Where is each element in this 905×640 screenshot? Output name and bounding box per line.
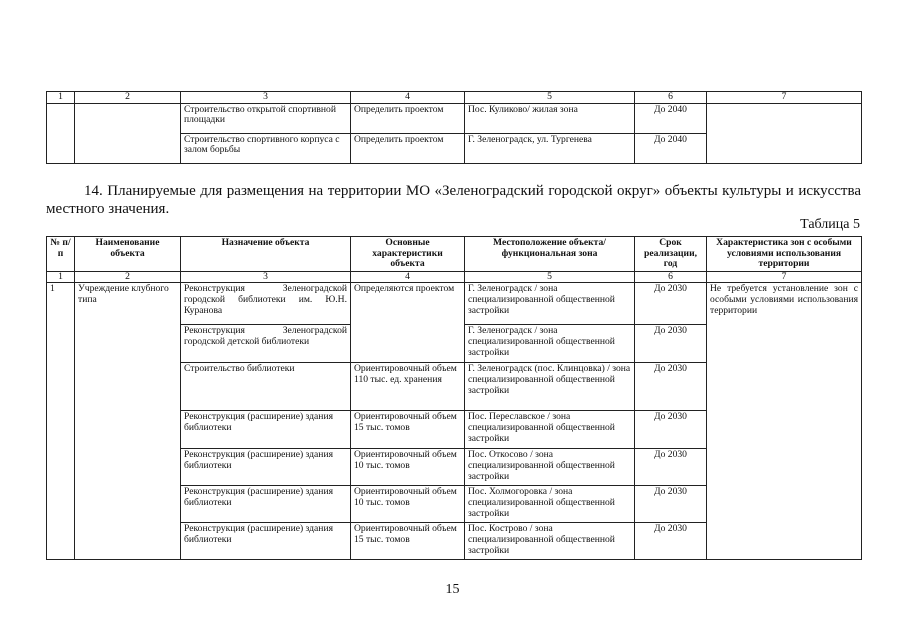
header-num: № п/п: [47, 237, 75, 272]
cell-characteristic: Определить проектом: [351, 133, 465, 163]
cell-purpose: Реконструкция (расширение) здания библиотеки: [181, 411, 351, 449]
header-zones: Характеристика зон с особыми условиями использования территории: [707, 237, 862, 272]
cell-characteristic: Определяются проектом: [351, 283, 465, 363]
cell-term: До 2040: [635, 103, 707, 133]
col-number: 6: [635, 92, 707, 104]
cell-location: Пос. Кострово / зона специализированной общественной застройки: [465, 523, 635, 560]
cell-empty: [707, 103, 862, 163]
cell-empty: [47, 103, 75, 163]
col-number: 4: [351, 92, 465, 104]
col-number: 7: [707, 271, 862, 283]
cell-term: До 2030: [635, 363, 707, 411]
header-name: Наименование объекта: [75, 237, 181, 272]
cell-term: До 2030: [635, 523, 707, 560]
col-number: 5: [465, 92, 635, 104]
cell-characteristic: Определить проектом: [351, 103, 465, 133]
page-number: 15: [445, 582, 460, 597]
cell-location: Пос. Куликово/ жилая зона: [465, 103, 635, 133]
cell-characteristic: Ориентировочный объем 15 тыс. томов: [351, 523, 465, 560]
cell-object-name: Учреждение клубного типа: [75, 283, 181, 560]
header-characteristics: Основные характеристики объекта: [351, 237, 465, 272]
col-number: 2: [75, 92, 181, 104]
cell-characteristic: Ориентировочный объем 10 тыс. томов: [351, 486, 465, 523]
cell-term: До 2030: [635, 486, 707, 523]
col-number: 7: [707, 92, 862, 104]
cell-purpose: Реконструкция Зеленоградской городской библиотеки им. Ю.Н. Куранова: [181, 283, 351, 325]
cell-location: Пос. Холмогоровка / зона специализированной общественной застройки: [465, 486, 635, 523]
cell-term: До 2030: [635, 411, 707, 449]
cell-location: Г. Зеленоградск / зона специализированной общественной застройки: [465, 325, 635, 363]
header-purpose: Назначение объекта: [181, 237, 351, 272]
cell-location: Пос. Переславское / зона специализированной общественной застройки: [465, 411, 635, 449]
table-row: [47, 283, 862, 325]
column-number-row: [47, 92, 862, 104]
culture-objects-table: [46, 236, 862, 560]
cell-purpose: Реконструкция (расширение) здания библиотеки: [181, 486, 351, 523]
header-row: [47, 237, 862, 272]
cell-term: До 2040: [635, 133, 707, 163]
cell-purpose: Реконструкция (расширение) здания библиотеки: [181, 449, 351, 486]
col-number: 3: [181, 271, 351, 283]
cell-purpose: Реконструкция Зеленоградской городской детской библиотеки: [181, 325, 351, 363]
continued-table: [46, 91, 862, 164]
cell-location: Г. Зеленоградск / зона специализированной общественной застройки: [465, 283, 635, 325]
col-number: 1: [47, 271, 75, 283]
cell-name: Строительство открытой спортивной площадки: [181, 103, 351, 133]
table-row: [47, 103, 862, 133]
cell-row-number: 1: [47, 283, 75, 560]
cell-location: Г. Зеленоградск, ул. Тургенева: [465, 133, 635, 163]
column-number-row: [47, 271, 862, 283]
table-caption: Таблица 5: [800, 217, 860, 232]
cell-zones: Не требуется установление зон с особыми условиями использования территории: [707, 283, 862, 560]
section-heading: 14. Планируемые для размещения на территории МО «Зеленоградский городской округ» объекты культуры и искусства местного значения.: [46, 183, 861, 217]
cell-term: До 2030: [635, 283, 707, 325]
header-term: Срок реализации, год: [635, 237, 707, 272]
cell-location: Г. Зеленоградск (пос. Клинцовка) / зона специализированной общественной застройки: [465, 363, 635, 411]
cell-empty: [75, 103, 181, 163]
cell-term: До 2030: [635, 449, 707, 486]
cell-term: До 2030: [635, 325, 707, 363]
cell-characteristic: Ориентировочный объем 15 тыс. томов: [351, 411, 465, 449]
col-number: 1: [47, 92, 75, 104]
col-number: 4: [351, 271, 465, 283]
cell-location: Пос. Откосово / зона специализированной общественной застройки: [465, 449, 635, 486]
col-number: 5: [465, 271, 635, 283]
cell-characteristic: Ориентировочный объем 110 тыс. ед. хранения: [351, 363, 465, 411]
cell-purpose: Реконструкция (расширение) здания библиотеки: [181, 523, 351, 560]
header-location: Местоположение объекта/функциональная зона: [465, 237, 635, 272]
col-number: 3: [181, 92, 351, 104]
cell-name: Строительство спортивного корпуса с залом борьбы: [181, 133, 351, 163]
col-number: 6: [635, 271, 707, 283]
col-number: 2: [75, 271, 181, 283]
cell-purpose: Строительство библиотеки: [181, 363, 351, 411]
cell-characteristic: Ориентировочный объем 10 тыс. томов: [351, 449, 465, 486]
